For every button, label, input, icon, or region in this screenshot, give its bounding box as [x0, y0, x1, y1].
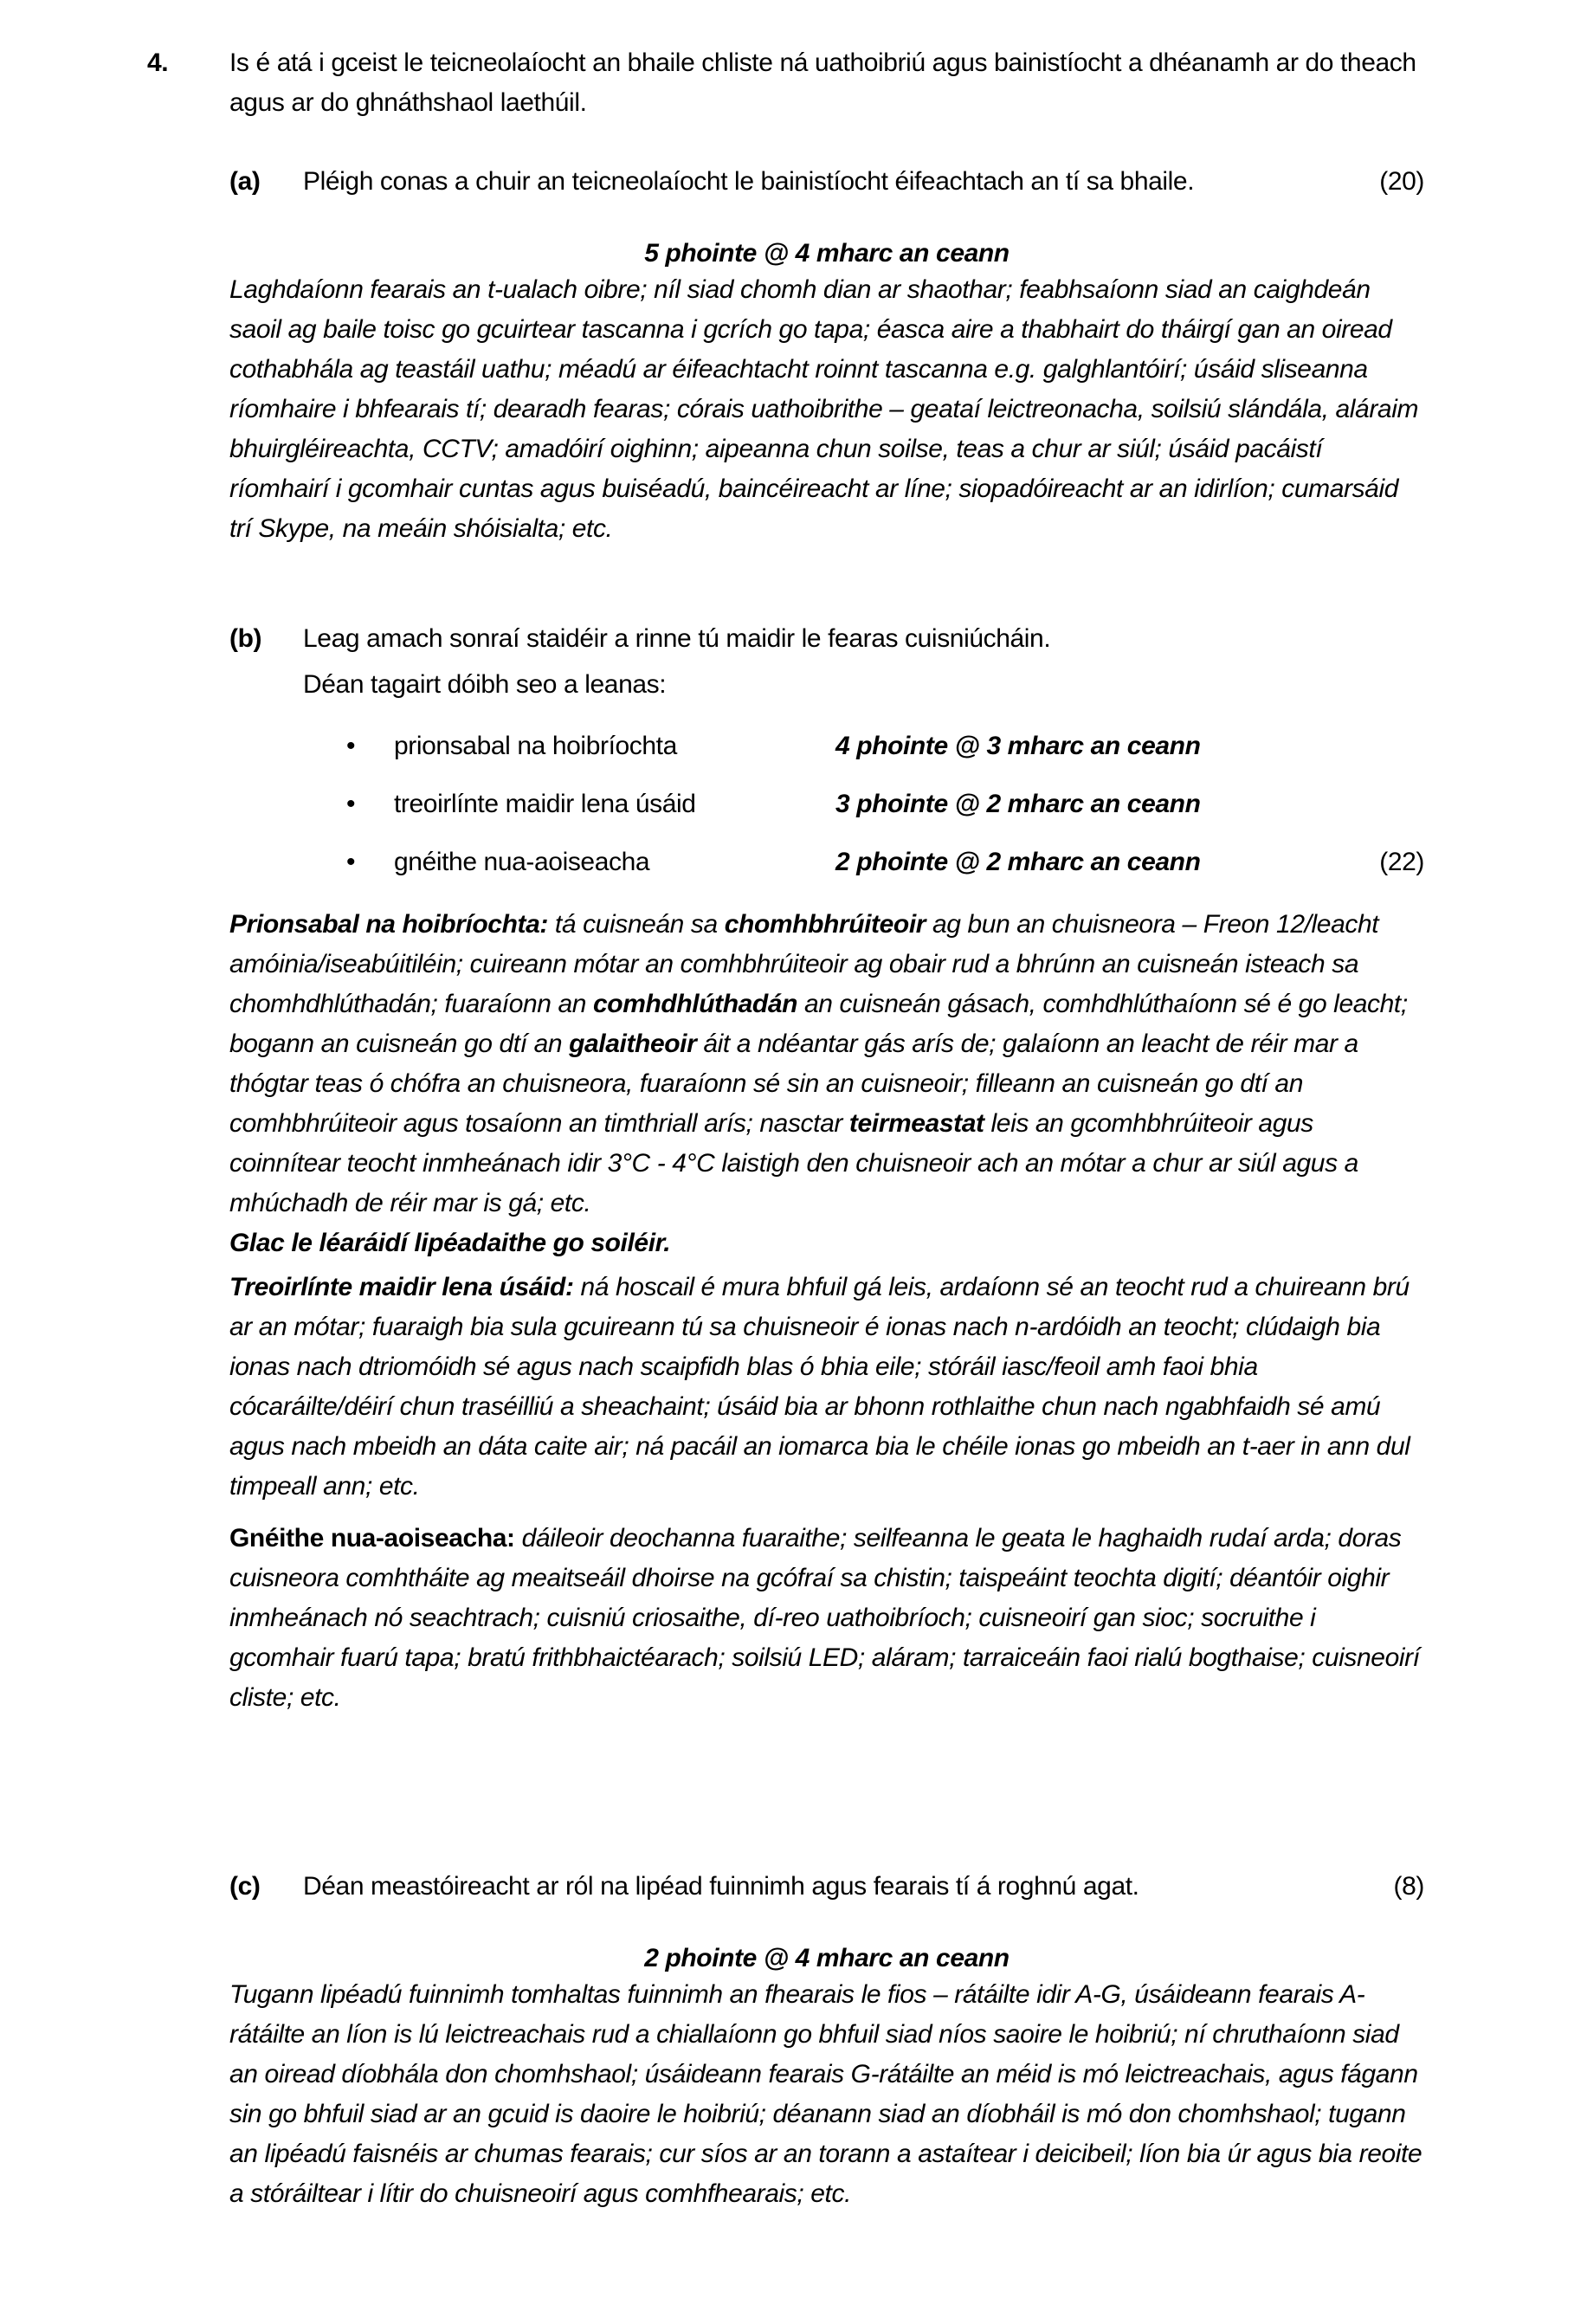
part-a-marks: (20)	[1379, 167, 1424, 196]
bullet-item-guidelines	[147, 784, 1444, 824]
question-number: 4.	[147, 48, 169, 77]
part-c-scheme-heading: 2 phointe @ 4 mharc an ceann	[644, 1944, 1010, 1972]
part-c-question-row	[147, 1867, 1444, 1907]
part-b-instruction: Déan tagairt dóibh seo a leanas:	[303, 670, 667, 699]
part-a-label: (a)	[229, 167, 261, 196]
part-a-scheme-heading: 5 phointe @ 4 mharc an ceann	[644, 239, 1010, 268]
bullet-scheme: 2 phointe @ 2 mharc an ceann	[835, 848, 1201, 876]
part-b-question-row	[147, 619, 1444, 659]
bullet-icon: •	[346, 790, 356, 818]
bullet-label: treoirlínte maidir lena úsáid	[394, 790, 696, 818]
part-c-label: (c)	[229, 1872, 261, 1901]
part-b-bullet-list	[147, 726, 1444, 882]
part-b-answer-features: Gnéithe nua-aoiseacha: dáileoir deochanna fuaraithe; seilfeanna le geata le haghaidh rudaí arda; doras cuisneora comhtháite ag meaitseáil dhoirse na gcófraí sa chistin; taispeáint teochta digití; déantóir oighir inmheánach nó seachtrach; cuisniú criosaithe, dí-reo uathoibríoch; cuisneoirí gan sioc; socruithe i gcomhair fuarú tapa; bratú frithbhaictéarach; soilsiú LED; aláram; tarraiceáin faoi rialú bogthaise; cuisneoirí cliste; etc.	[229, 1524, 1420, 1712]
part-a-answer-paragraph: Laghdaíonn fearais an t-ualach oibre; níl siad chomh dian ar shaothar; feabhsaíonn siad an caighdeán saoil ag baile toisc go gcuirtear tascanna i gcrích go tapa; éasca aire a thabhairt do tháirgí gan an oiread cothabhála ag teastáil uathu; méadú ar éifeachtacht roinnt tascanna e.g. galghlantóirí; úsáid sliseanna ríomhaire i bhfearais tí; dearadh fearas; córais uathoibrithe – geataí leictreonacha, soilsiú slándála, aláraim bhuirgléireachta, CCTV; amadóirí oighinn; aipeanna chun soilse, teas a chur ar siúl; úsáid pacáistí ríomhairí i gcomhair cuntas agus buiséadú, baincéireacht ar líne; siopadóireacht ar an idirlíon; cumarsáid trí Skype, na meáin shóisialta; etc.	[229, 275, 1419, 543]
bullet-item-principle	[147, 726, 1444, 766]
part-a-question-text: Pléigh conas a chuir an teicneolaíocht le bainistíocht éifeachtach an tí sa bhaile.	[303, 167, 1195, 196]
question-intro-text: Is é atá i gceist le teicneolaíocht an bhaile chliste ná uathoibriú agus bainistíocht a dhéanamh ar do theach agus ar do ghnáthshaol laethúil.	[229, 48, 1416, 117]
part-c-marks: (8)	[1393, 1872, 1424, 1901]
part-b-label: (b)	[229, 624, 262, 653]
bullet-icon: •	[346, 848, 356, 876]
bullet-label: gnéithe nua-aoiseacha	[394, 848, 650, 876]
part-b-total-marks: (22)	[1379, 848, 1424, 876]
part-b-answer-principle: Prionsabal na hoibríochta: tá cuisneán sa chomhbhrúiteoir ag bun an chuisneora – Freon 12/leacht amóinia/iseabúitiléin; cuireann mótar an comhbhrúiteoir ag obair rud a bhrúnn an cuisneán isteach sa chomhdhlúthadán; fuaraíonn an comhdhlúthadán an cuisneán gásach, comhdhlúthaíonn sé é go leacht; bogann an cuisneán go dtí an galaitheoir áit a ndéantar gás arís de; galaíonn an leacht de réir mar a thógtar teas ó chófra an chuisneora, fuaraíonn sé sin an cuisneoir; filleann an cuisneán go dtí an comhbhrúiteoir agus tosaíonn an timthriall arís; nasctar teirmeastat leis an gcomhbhrúiteoir agus coinnítear teocht inmheánach idir 3°C - 4°C laistigh den chuisneoir ach an mótar a chur ar siúl agus a mhúchadh de réir mar is gá; etc. Glac le léaráidí lipéadaithe go soiléir.	[229, 910, 1408, 1257]
part-b-answer-guidelines: Treoirlínte maidir lena úsáid: ná hoscail é mura bhfuil gá leis, ardaíonn sé an teocht rud a chuireann brú ar an mótar; fuaraigh bia sula gcuireann tú sa chuisneoir é ionas nach n-ardóidh an teocht; clúdaigh bia ionas nach dtriomóidh sé agus nach scaipfidh blas ó bhia eile; stóráil iasc/feoil amh faoi bhia cócaráilte/déirí chun traséilliú a sheachaint; úsáid bia ar bhonn rothlaithe chun nach ngabhfaidh sé amú agus nach mbeidh an dáta caite air; ná pacáil an iomarca bia le chéile ionas go mbeidh an t-aer in ann dul timpeall ann; etc.	[229, 1273, 1410, 1501]
question-4-intro-row	[147, 43, 1444, 123]
part-c-question-text: Déan meastóireacht ar ról na lipéad fuinnimh agus fearais tí á roghnú agat.	[303, 1872, 1139, 1901]
part-b-question-text: Leag amach sonraí staidéir a rinne tú maidir le fearas cuisniúcháin.	[303, 624, 1051, 653]
part-c-answer-paragraph: Tugann lipéadú fuinnimh tomhaltas fuinnimh an fhearais le fios – rátáilte idir A-G, úsáideann fearais A-rátáilte an líon is lú leictreachais rud a chiallaíonn go bhfuil siad níos saoire le hoibriú; ní chruthaíonn siad an oiread díobhála don chomhshaol; úsáideann fearais G-rátáilte an méid is mó leictreachais, agus fágann sin go bhfuil siad ar an gcuid is daoire le hoibriú; déanann siad an díobháil is mó don chomhshaol; tugann an lipéadú faisnéis ar chumas fearais; cur síos ar an torann a astaítear i deicibeil; líon bia úr agus bia reoite a stóráiltear i lítir do chuisneoirí agus comhfhearais; etc.	[229, 1980, 1422, 2208]
part-a-question-row	[147, 162, 1444, 202]
bullet-scheme: 3 phointe @ 2 mharc an ceann	[835, 790, 1201, 818]
bullet-scheme: 4 phointe @ 3 mharc an ceann	[835, 732, 1201, 760]
bullet-label: prionsabal na hoibríochta	[394, 732, 677, 760]
bullet-item-features	[147, 842, 1444, 882]
bullet-icon: •	[346, 732, 356, 760]
